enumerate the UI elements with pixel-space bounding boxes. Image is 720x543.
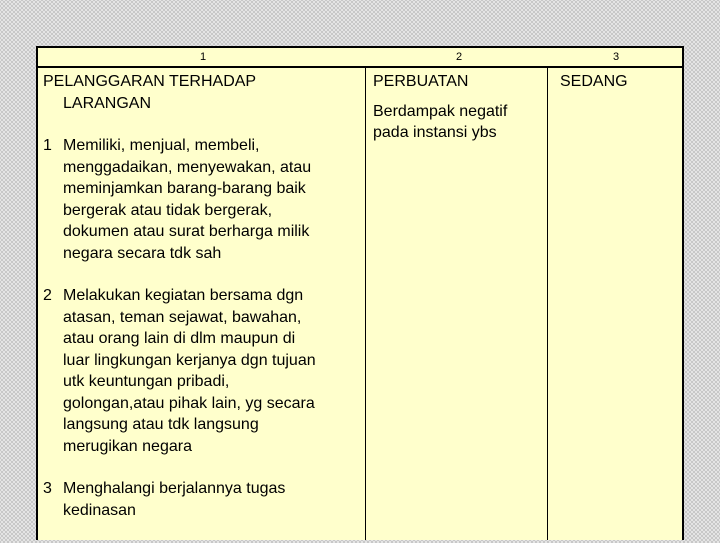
- list-item: [43, 135, 361, 264]
- list-item: [43, 285, 361, 457]
- action-heading: PERBUATAN: [373, 73, 469, 90]
- header-col-1: 1: [199, 51, 207, 63]
- list-item: [43, 478, 361, 521]
- column-divider-1: [365, 68, 366, 540]
- item-number: 2: [43, 287, 52, 304]
- item-text: Melakukan kegiatan bersama dgn atasan, teman sejawat, bawahan, atau orang lain di dlm maupun di luar lingkungan kerjanya dgn tujuan utk keuntungan pribadi, golongan,atau pihak lain, yg secara langsung atau tdk langsung merugikan negara: [63, 287, 316, 455]
- table-header-row: [36, 46, 684, 68]
- table-body: [36, 68, 684, 540]
- item-number: 3: [43, 480, 52, 497]
- item-text: Menghalangi berjalannya tugas kedinasan: [63, 480, 286, 519]
- violations-table: [36, 46, 684, 540]
- severity-heading: SEDANG: [560, 73, 628, 90]
- column-action: [373, 71, 543, 543]
- violation-heading-line-2: LARANGAN: [63, 94, 152, 112]
- header-col-3: 3: [612, 51, 620, 63]
- column-divider-2: [547, 68, 548, 540]
- violation-heading-line-1: PELANGGARAN TERHADAP: [43, 73, 257, 90]
- item-text: Memiliki, menjual, membeli, menggadaikan, menyewakan, atau meminjamkan barang-barang baik bergerak atau tidak bergerak, dokumen atau surat berharga milik negara secara tdk sah: [63, 137, 312, 262]
- violation-heading: [43, 71, 361, 114]
- action-description: Berdampak negatif pada instansi ybs: [373, 102, 508, 141]
- header-col-2: 2: [455, 51, 463, 63]
- item-number: 1: [43, 137, 52, 154]
- column-violation: [43, 71, 361, 543]
- column-severity: [560, 71, 678, 543]
